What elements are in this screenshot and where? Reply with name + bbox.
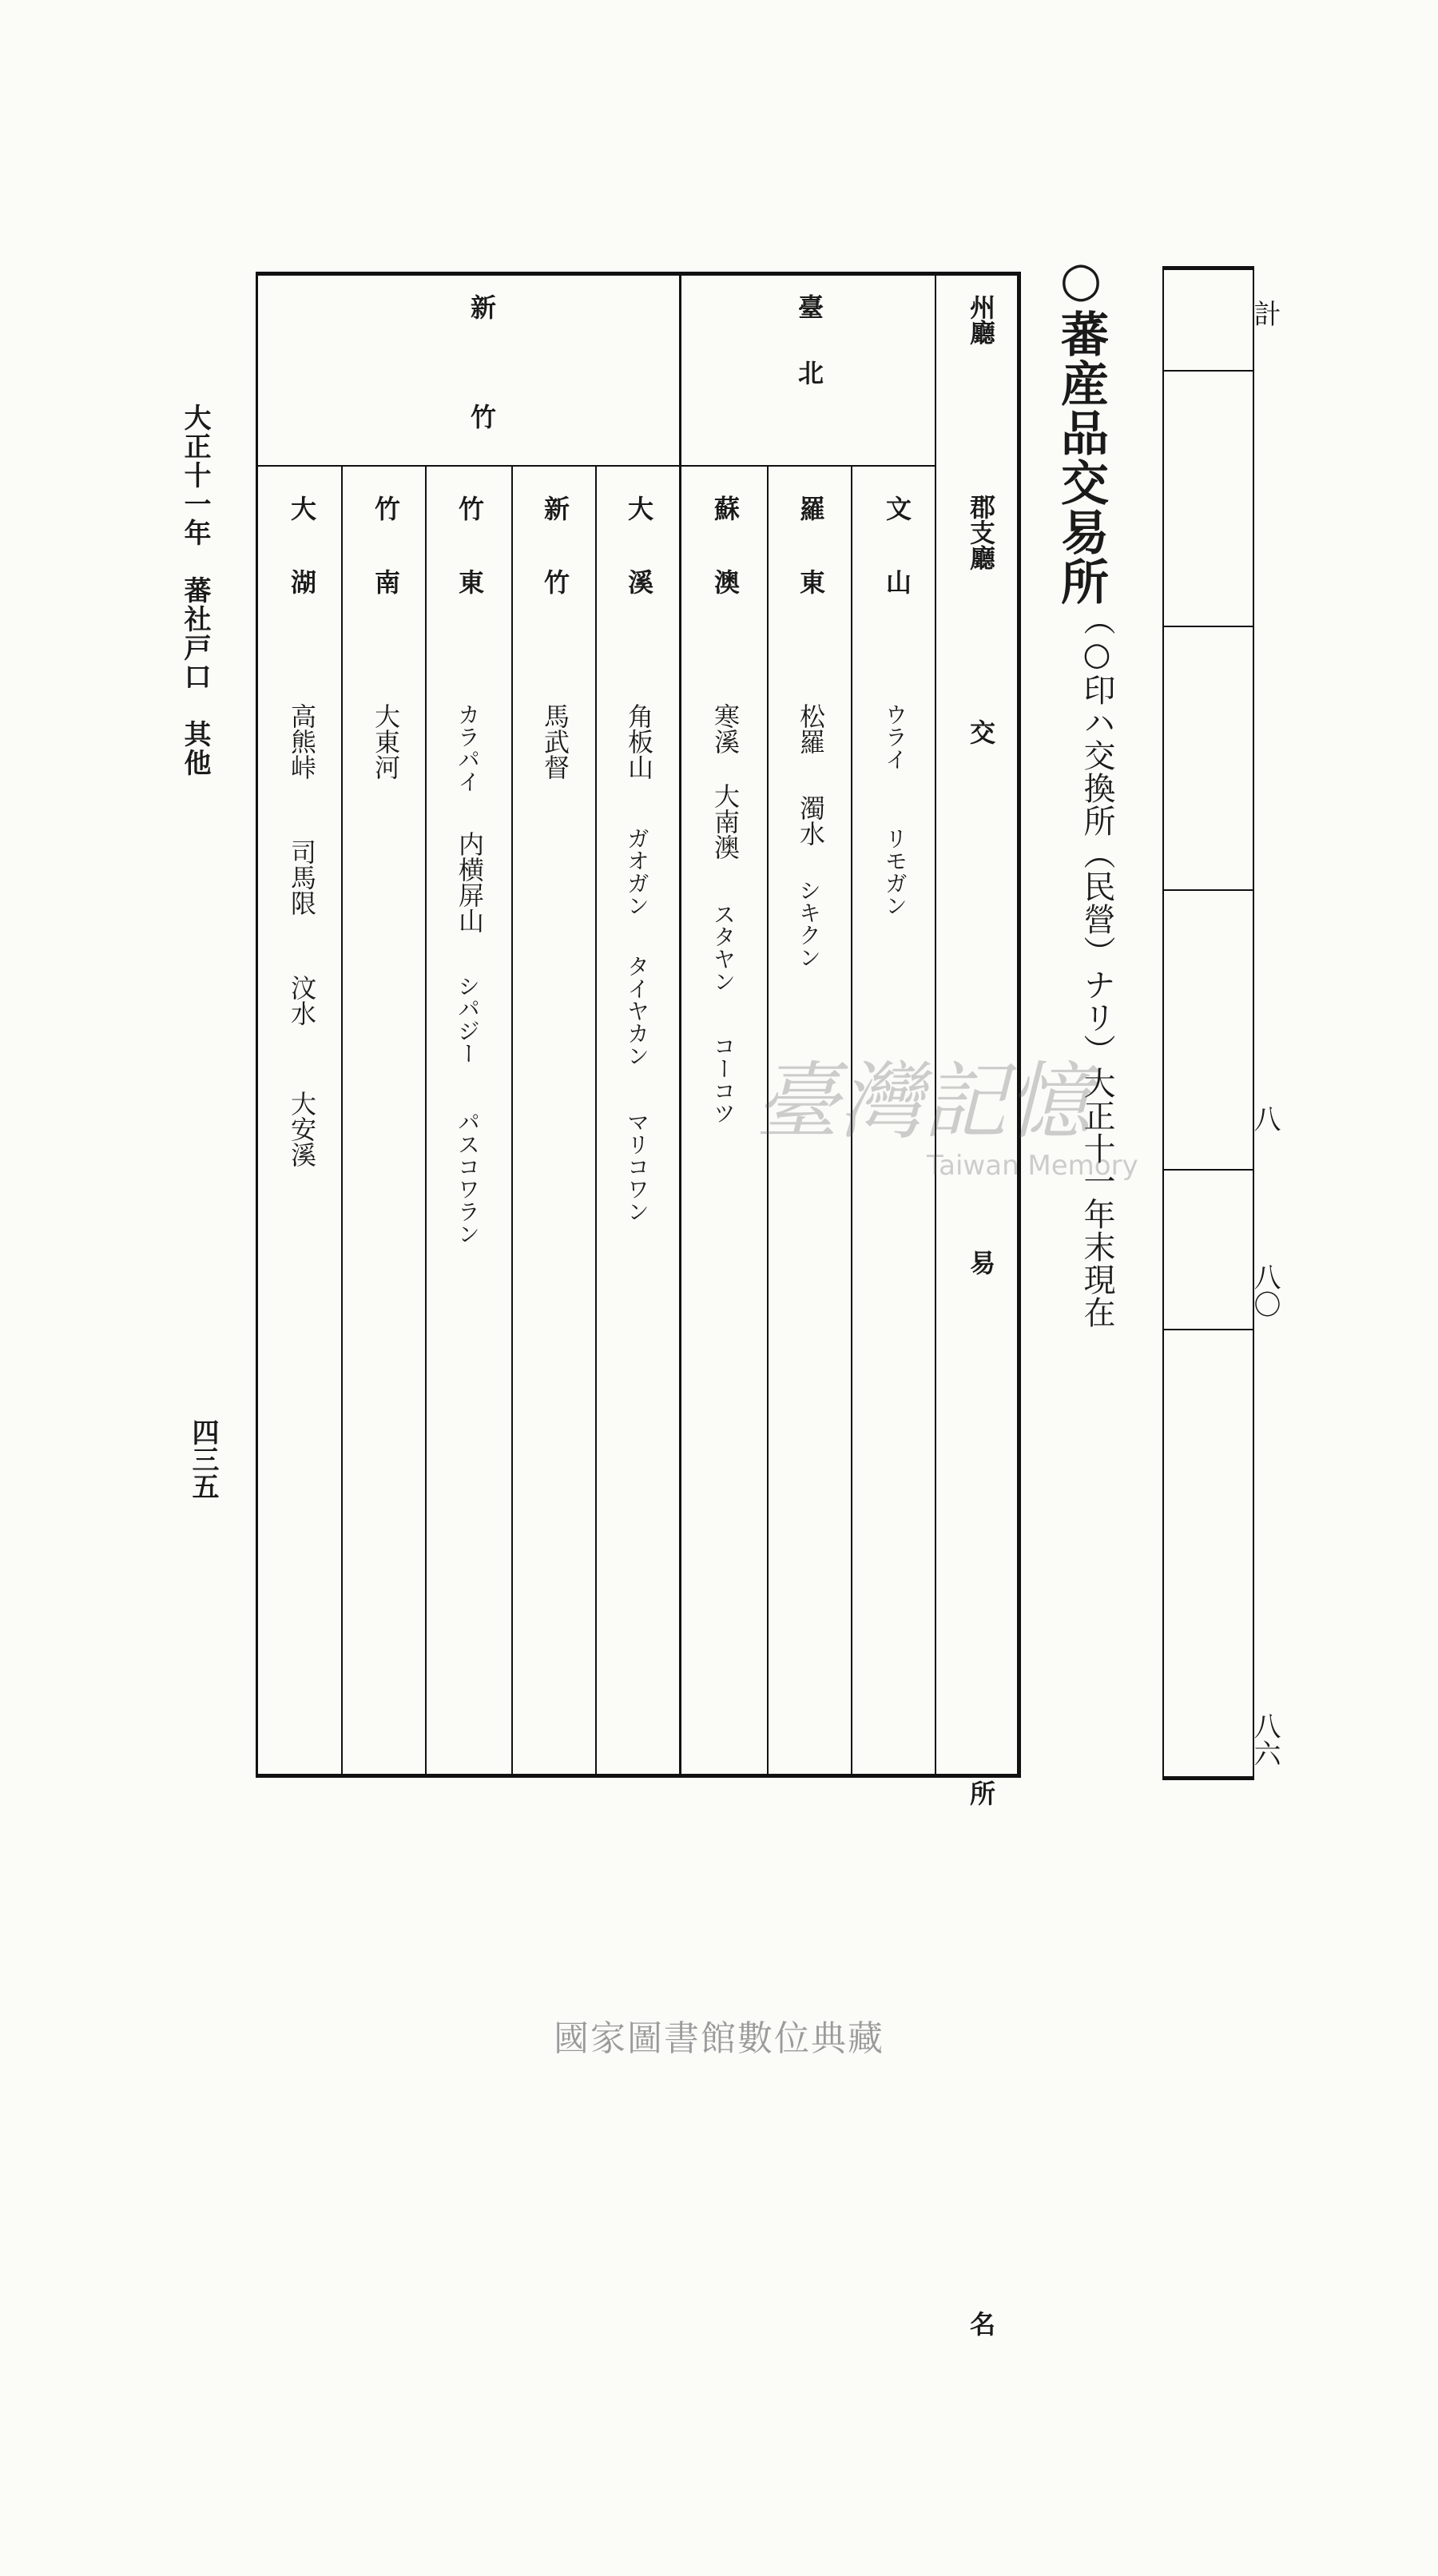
district-rato: 羅東 bbox=[796, 495, 826, 642]
watermark-sub-text: Taiwan Memory bbox=[927, 1150, 1138, 1182]
page-number: 四三五 bbox=[187, 1418, 219, 1500]
prefecture-shinchiku: 新竹 bbox=[467, 294, 497, 513]
exchange-place: パスコワラン bbox=[455, 1111, 481, 1245]
exchange-place: マリコワン bbox=[624, 1111, 650, 1222]
watermark-graphic bbox=[747, 1047, 1162, 1191]
watermark-logo bbox=[747, 1047, 1162, 1191]
header-exchange-name: 交 易 所 名 bbox=[966, 719, 996, 2576]
exchange-place: ウライ bbox=[882, 703, 908, 770]
exchange-place: 大東河 bbox=[371, 703, 401, 780]
exchange-place: スタヤン bbox=[710, 903, 737, 992]
exchange-place: シキクン bbox=[796, 879, 822, 968]
archive-footer: 國家圖書館數位典藏 bbox=[554, 2018, 884, 2059]
total-value: 八 bbox=[1249, 1105, 1281, 1132]
exchange-place: 大南澳 bbox=[710, 783, 741, 860]
district-taiko: 大湖 bbox=[287, 495, 317, 642]
watermark-main-text: 臺灣記憶 bbox=[755, 1053, 1091, 1151]
exchange-place: カラパイ bbox=[455, 703, 481, 793]
exchange-place: 司馬限 bbox=[287, 839, 317, 916]
exchange-place: 内横屏山 bbox=[455, 831, 485, 933]
exchange-place: 馬武督 bbox=[540, 703, 570, 780]
section-title: ○蕃産品交易所 bbox=[1053, 252, 1109, 606]
exchange-place: 寒溪 bbox=[710, 703, 741, 754]
exchange-place: 高熊峠 bbox=[287, 703, 317, 780]
exchange-place: 濁水 bbox=[796, 795, 826, 846]
running-header: 大正十一年 蕃社戸口 其他 bbox=[179, 403, 211, 777]
district-bunzan: 文山 bbox=[882, 495, 912, 642]
header-prefecture: 州廳 bbox=[966, 294, 996, 345]
total-value: 八六 bbox=[1249, 1712, 1281, 1767]
district-taikei: 大溪 bbox=[624, 495, 654, 642]
exchange-place: 松羅 bbox=[796, 703, 826, 754]
total-header: 計 bbox=[1249, 300, 1281, 327]
section-subtitle: （○印ハ交換所（民營）ナリ）大正十一年末現在 bbox=[1078, 603, 1115, 1329]
previous-total-table bbox=[1162, 266, 1281, 1780]
exchange-place: シパジー bbox=[455, 975, 481, 1064]
district-shinchiku: 新竹 bbox=[540, 495, 570, 642]
prefecture-taihoku: 臺北 bbox=[794, 294, 824, 425]
exchange-place: コーコツ bbox=[710, 1035, 737, 1124]
exchange-place: 大安溪 bbox=[287, 1091, 317, 1167]
district-suo: 蘇澳 bbox=[710, 495, 741, 642]
district-chikunan: 竹南 bbox=[371, 495, 401, 642]
exchange-place: ガオガン bbox=[624, 827, 650, 916]
exchange-place: 角板山 bbox=[624, 703, 654, 780]
header-district: 郡支廳 bbox=[966, 494, 996, 570]
exchange-place: タイヤカン bbox=[624, 955, 650, 1067]
district-chikuto: 竹東 bbox=[455, 495, 485, 642]
exchange-place: 汶水 bbox=[287, 975, 317, 1026]
exchange-place: リモガン bbox=[882, 827, 908, 916]
total-value: 八〇 bbox=[1249, 1263, 1281, 1318]
